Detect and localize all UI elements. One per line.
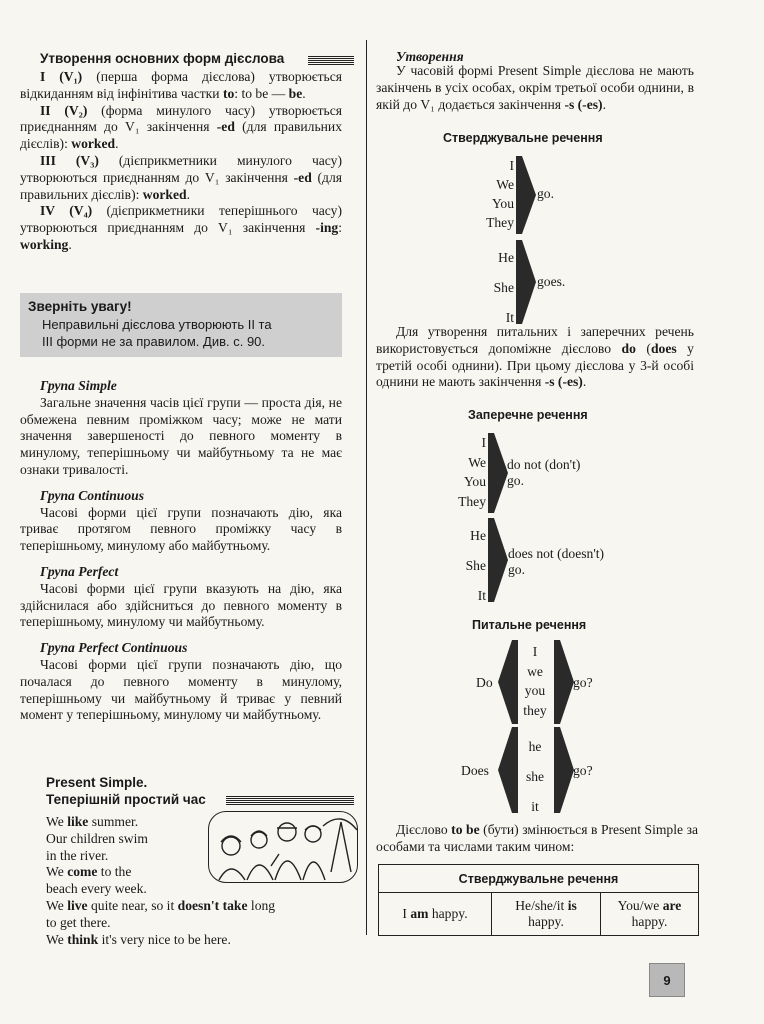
neg-verb-2: does not (doesn't) go. [508, 546, 605, 577]
beach-family-illustration [208, 811, 358, 883]
brace-arrow-icon [488, 518, 508, 602]
brace-arrow-icon [488, 433, 508, 513]
auxiliary-text: Для утворення питальних і заперечних речень використовується допоміжне дієслово do (does у третій особі однини). При цьому дієслова у 3-й особі однини не мають закінчення -s (-es). [376, 324, 694, 390]
example-line: We come to the [46, 864, 132, 880]
q-pronouns-1: I we you they [523, 644, 547, 718]
neg-pronouns-2: He She It [465, 528, 486, 603]
neg-pronouns-1: I We You They [458, 435, 486, 509]
q-pronouns-2: he she it [525, 739, 545, 814]
group-title: Група Perfect Continuous [40, 640, 188, 656]
present-simple-title: Present Simple. [46, 775, 148, 790]
present-simple-subtitle: Теперішній простий час [46, 792, 206, 807]
group-text: Часові форми цієї групи позначають дію, яка триває протягом певного проміжку часу в теперішньому, минулому або майбутньому. [20, 504, 342, 554]
form-item: I (V₁) (перша форма дієслова) утворюється відкиданням від інфінітива частки to: to be — be. [20, 69, 342, 101]
left-brace-arrow-icon [498, 640, 518, 724]
brace-arrow-icon [554, 640, 574, 724]
affirm-pronouns-1: I We You They [486, 158, 514, 230]
group-title: Група Perfect [40, 563, 119, 579]
q-verb-2: go? [573, 763, 593, 778]
form-item: II (V₂) (форма минулого часу) утворюється приєднанням до V₁ закінчення -ed (для правильних дієслів): worked. [20, 102, 342, 152]
affirm-verb-1: go. [537, 186, 554, 201]
group-title: Група Continuous [40, 487, 144, 503]
negative-title: Заперечне речення [468, 408, 588, 422]
brace-arrow-icon [554, 727, 574, 813]
question-title: Питальне речення [472, 618, 587, 632]
brace-arrow-icon [516, 240, 536, 324]
group-text: Часові форми цієї групи вказують на дію, яка здійснилася або здійсниться до певного моменту в теперішньому, минулому чи майбутньому. [20, 580, 342, 630]
example-line: Our children swim [46, 830, 148, 846]
groups-block [20, 378, 342, 724]
example-line: beach every week. [46, 881, 147, 897]
example-line: We think it's very nice to be here. [46, 931, 231, 947]
brace-arrow-icon [516, 156, 536, 234]
formation-text: У часовій формі Present Simple дієслова не мають закінчень в усіх особах, окрім третьої особи однини, в якій до V₁ додається закінчення -s (-es). [376, 63, 694, 112]
form-item: III (V₃) (дієприкметники минулого часу) утворюються приєднанням до V₁ закінчення -ed (для правильних дієслів): worked. [20, 152, 342, 202]
title-decor-bar [308, 56, 354, 65]
example-line: We live quite near, so it doesn't take long [46, 897, 276, 913]
forms-block [20, 69, 342, 254]
forms-section-title: Утворення основних форм дієслова [40, 51, 285, 66]
to-be-table [378, 864, 699, 936]
subtitle-decor-bar [226, 796, 354, 805]
illustration-drawing [209, 812, 357, 882]
page-number: 9 [649, 963, 685, 997]
group-text: Часові форми цієї групи позначають дію, що почалася до певного моменту в минулому, теперішньому чи майбутньому й триває у певний момент у теперішньому, минулому чи майбутньому. [20, 656, 342, 723]
note-title: Зверніть увагу! [28, 299, 132, 314]
affirm-pronouns-2: He She It [493, 250, 514, 325]
note-line-2: III форми не за правилом. Див. с. 90. [42, 334, 266, 349]
affirm-verb-2: goes. [537, 274, 566, 289]
example-line: in the river. [46, 847, 109, 863]
table-cell: You/we are happy. [601, 893, 699, 936]
form-item: IV (V₄) (дієприкметники теперішнього часу) утворюються приєднанням до V₁ закінчення -ing: working. [20, 203, 342, 252]
neg-verb-1: do not (don't) go. [507, 457, 581, 488]
q-aux-does: Does [461, 763, 489, 778]
group-title: Група Simple [40, 378, 117, 393]
table-cell: He/she/it is happy. [492, 893, 601, 936]
group-text: Загальне значення часів цієї групи — проста дія, не обмежена певним проміжком часу; може не мати значення завершеності до певного моменту в минулому, теперішньому чи майбутньому та не має ознаки тривалості. [20, 394, 342, 477]
q-verb-1: go? [573, 675, 593, 690]
to-be-text: Дієслово to be (бути) змінюється в Present Simple за особами та числами таким чином: [376, 822, 698, 854]
example-line: to get there. [46, 914, 111, 930]
q-aux-do: Do [476, 675, 493, 690]
table-cell: I am happy. [379, 893, 492, 936]
note-line-1: Неправильні дієслова утворюють II та [42, 317, 272, 332]
left-brace-arrow-icon [498, 727, 518, 813]
column-divider [366, 40, 367, 935]
formation-title: Утворення [396, 49, 464, 64]
table-header: Стверджувальне речення [379, 865, 699, 893]
example-line: We like summer. [46, 814, 139, 829]
affirmative-title: Стверджувальне речення [443, 131, 603, 145]
attention-note [20, 293, 342, 357]
